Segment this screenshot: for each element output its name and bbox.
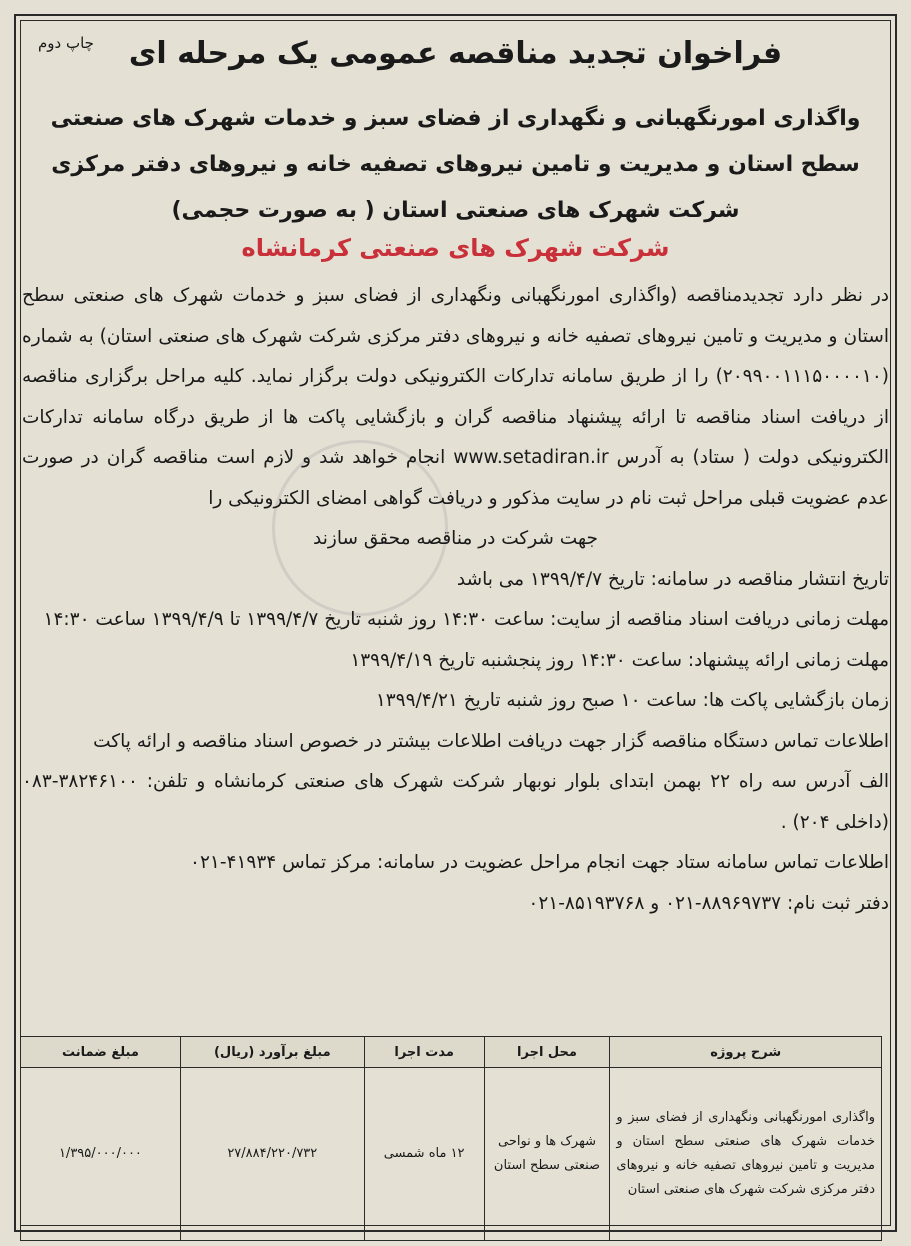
table-row	[21, 1068, 882, 1241]
column-header: مدت اجرا	[364, 1037, 484, 1068]
website-link[interactable]: www.setadiran.ir	[453, 447, 609, 468]
company-name: شرکت شهرک های صنعتی کرمانشاه	[241, 234, 670, 262]
project-table	[20, 1036, 882, 1241]
project-duration: ۱۲ ماه شمسی	[364, 1068, 484, 1241]
subtitle	[40, 96, 871, 234]
column-header: مبلغ ضمانت	[21, 1037, 181, 1068]
contact-intro: اطلاعات تماس دستگاه مناقصه گزار جهت دریافت اطلاعات بیشتر در خصوص اسناد مناقصه و ارائه پاکت	[93, 730, 889, 752]
document-deadline: مهلت زمانی دریافت اسناد مناقصه از سایت: ساعت ۱۴:۳۰ روز شنبه تاریخ ۱۳۹۹/۴/۷ تا ۱۳۹۹/۴/۹ ساعت ۱۴:۳۰	[43, 609, 889, 630]
setad-contact: اطلاعات تماس سامانه ستاد جهت انجام مراحل عضویت در سامانه: مرکز تماس ۴۱۹۳۴-۰۲۱	[190, 852, 889, 873]
subtitle-line: شرکت شهرک های صنعتی استان ( به صورت حجمی)	[171, 198, 740, 223]
paragraph-part: در نظر دارد تجدیدمناقصه (واگذاری امورنگهبانی ونگهداری از فضای سبز و خدمات شهرک های صنعتی سطح استان و مدیریت و تامین نیروهای تصفیه خانه و نیروهای دفتر مرکزی شرکت شهرک های صنعتی استان) به شماره (۲۰۹۹۰۰۱۱۱۵۰۰۰۰۱۰) را از طریق سامانه تدارکات الکترونیکی دولت برگزار نماید. کلیه مراحل برگزاری مناقصه از دریافت اسناد مناقصه تا ارائه پیشنهاد مناقصه گران و بازگشایی پاکت ها از طریق درگاه سامانه تدارکات الکترونیکی دولت ( ستاد) به آدرس	[22, 285, 889, 468]
announcement-body	[22, 276, 889, 924]
offer-deadline: مهلت زمانی ارائه پیشنهاد: ساعت ۱۴:۳۰ روز پنجشنبه تاریخ ۱۳۹۹/۴/۱۹	[350, 649, 889, 671]
paragraph-part: انجام خواهد شد و لازم است مناقصه گران در صورت عدم عضویت قبلی مراحل ثبت نام در سایت مذکور و دریافت گواهی امضای الکترونیکی را	[22, 447, 889, 509]
column-header: شرح پروژه	[610, 1037, 882, 1068]
address: الف آدرس سه راه ۲۲ بهمن ابتدای بلوار نوبهار شرکت شهرک های صنعتی کرمانشاه و تلفن: ۳۸۲۴۶۱۰۰-۰۸۳ (داخلی ۲۰۴) .	[22, 771, 890, 833]
subtitle-line: سطح استان و مدیریت و تامین نیروهای تصفیه خانه و نیروهای دفتر مرکزی	[51, 152, 860, 177]
estimated-amount: ۲۷/۸۸۴/۲۲۰/۷۳۲	[180, 1068, 364, 1241]
publish-date: تاریخ انتشار مناقصه در سامانه: تاریخ ۱۳۹۹/۴/۷ می باشد	[456, 568, 889, 590]
project-location: شهرک ها و نواحی صنعتی سطح استان	[484, 1068, 610, 1241]
opening-time: زمان بازگشایی پاکت ها: ساعت ۱۰ صبح روز شنبه تاریخ ۱۳۹۹/۴/۲۱	[375, 690, 889, 711]
main-paragraph	[22, 276, 889, 519]
column-header: مبلغ برآورد (ریال)	[180, 1037, 364, 1068]
project-description: واگذاری امورنگهبانی ونگهداری از فضای سبز و خدمات شهرک های صنعتی سطح استان و مدیریت و تامین نیروهای تصفیه خانه و نیروهای دفتر مرکزی شرکت شهرک های صنعتی استان	[610, 1068, 882, 1241]
paragraph-end: جهت شرکت در مناقصه محقق سازند	[313, 528, 598, 549]
subtitle-line: واگذاری امورنگهبانی و نگهداری از فضای سبز و خدمات شهرک های صنعتی	[50, 106, 861, 131]
column-header: محل اجرا	[484, 1037, 610, 1068]
print-edition-label: چاپ دوم	[38, 34, 94, 52]
registry-office: دفتر ثبت نام: ۸۸۹۶۹۷۳۷-۰۲۱ و ۸۵۱۹۳۷۶۸-۰۲۱	[528, 892, 889, 914]
guarantee-amount: ۱/۳۹۵/۰۰۰/۰۰۰	[21, 1068, 181, 1241]
page-title: فراخوان تجدید مناقصه عمومی یک مرحله ای	[128, 36, 783, 71]
table-header-row	[21, 1037, 882, 1068]
